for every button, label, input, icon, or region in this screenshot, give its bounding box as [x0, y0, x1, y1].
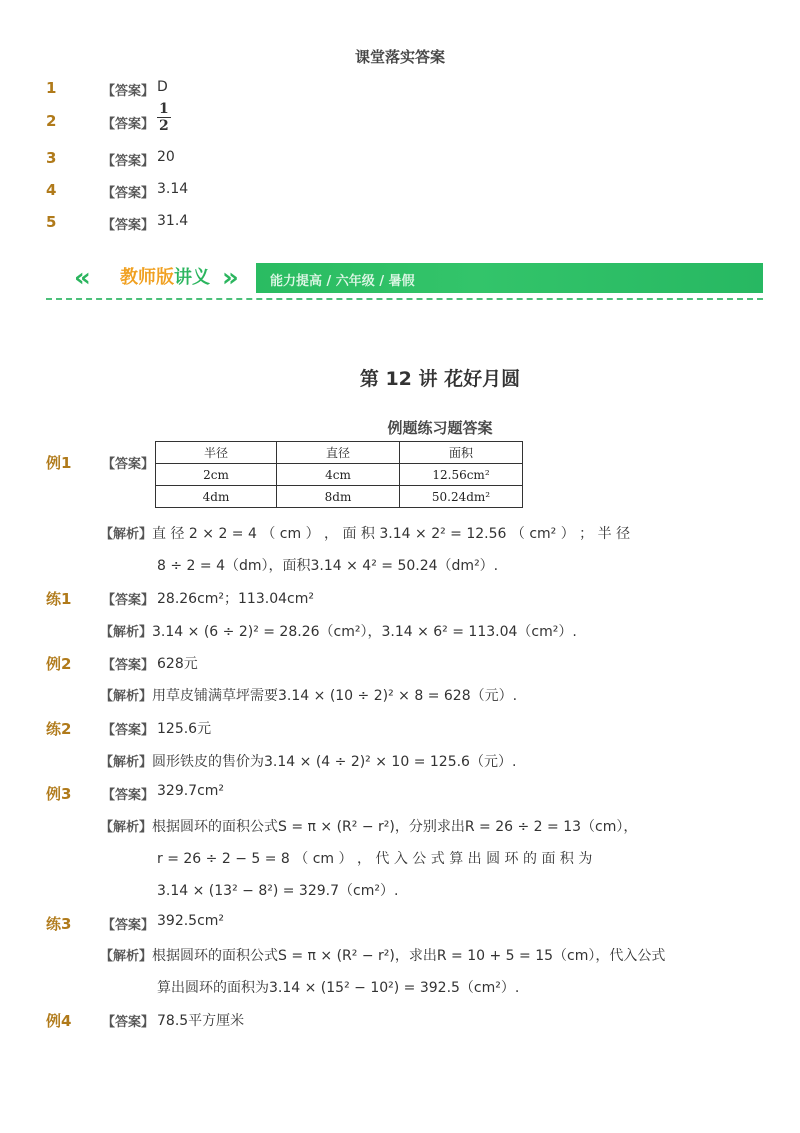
section-title: 课堂落实答案 — [354, 48, 445, 66]
answer-number: 5 — [46, 213, 57, 231]
table-header: 半径 — [156, 442, 277, 464]
explanation-label: 【解析】 — [100, 689, 153, 704]
table-cell: 12.56cm² — [400, 464, 523, 486]
fraction-numerator: 1 — [159, 101, 169, 117]
answer-fraction — [157, 101, 171, 134]
fraction-denominator: 2 — [159, 118, 169, 134]
table-row — [156, 486, 523, 508]
answer-label: 【答案】 — [102, 457, 155, 472]
answer-value: 78.5平方厘米 — [157, 1013, 245, 1029]
example-number: 例2 — [46, 655, 72, 673]
explanation — [100, 621, 577, 641]
answer-label: 【答案】 — [102, 593, 155, 608]
explanation-label: 【解析】 — [100, 625, 153, 640]
example-number: 例3 — [46, 785, 72, 803]
table-cell: 2cm — [156, 464, 277, 486]
double-chevron-right-icon: » — [222, 263, 239, 293]
answer-label: 【答案】 — [102, 84, 155, 99]
breadcrumb: 能力提高 / 六年级 / 暑假 — [270, 274, 415, 289]
answer-label: 【答案】 — [102, 788, 155, 803]
explanation-label: 【解析】 — [100, 527, 153, 542]
answer-label: 【答案】 — [102, 186, 155, 201]
answer-value: 329.7cm² — [157, 783, 225, 799]
answer-label: 【答案】 — [102, 658, 155, 673]
answer-value: 392.5cm² — [157, 913, 225, 929]
answer-label: 【答案】 — [102, 218, 155, 233]
radius-diameter-area-table — [155, 441, 523, 508]
answer-number: 3 — [46, 149, 57, 167]
explanation-line: 3.14 × (6 ÷ 2)² = 28.26（cm²），3.14 × 6² = 113.04（cm²）. — [152, 624, 577, 640]
explanation-line: 3.14 × (13² − 8²) = 329.7（cm²）. — [157, 883, 399, 899]
explanation-line: r = 26 ÷ 2 − 5 = 8 （ cm ） ， 代 入 公 式 算 出 圆 环 的 面 积 为 — [157, 851, 593, 867]
explanation — [100, 816, 637, 836]
explanation-line: 算出圆环的面积为3.14 × (15² − 10²) = 392.5（cm²）. — [157, 980, 520, 996]
explanation-line: 8 ÷ 2 = 4（dm），面积3.14 × 4² = 50.24（dm²）. — [157, 558, 499, 574]
answer-value: 28.26cm²；113.04cm² — [157, 591, 314, 607]
explanation — [100, 945, 665, 965]
explanation — [100, 751, 516, 771]
table-cell: 50.24dm² — [400, 486, 523, 508]
explanation-label: 【解析】 — [100, 755, 153, 770]
double-chevron-left-icon: « — [74, 263, 91, 293]
answer-label: 【答案】 — [102, 154, 155, 169]
answer-value: 3.14 — [157, 181, 189, 197]
explanation-line: 根据圆环的面积公式S = π × (R² − r²)，求出R = 10 + 5 = 15（cm），代入公式 — [152, 948, 666, 964]
teacher-edition-banner — [46, 263, 763, 293]
banner-title: 教师版讲义 — [120, 267, 210, 288]
explanation — [100, 685, 517, 705]
answer-label: 【答案】 — [102, 1015, 155, 1030]
dashed-divider — [46, 298, 763, 300]
example-number: 例4 — [46, 1012, 72, 1030]
answer-label: 【答案】 — [102, 723, 155, 738]
table-header: 直径 — [277, 442, 400, 464]
example-number: 例1 — [46, 454, 72, 472]
table-row — [156, 464, 523, 486]
answer-label: 【答案】 — [102, 117, 155, 132]
answer-value: 628元 — [157, 656, 198, 672]
answer-value: 20 — [157, 149, 175, 165]
practice-number: 练1 — [46, 590, 72, 608]
explanation-line: 根据圆环的面积公式S = π × (R² − r²)，分别求出R = 26 ÷ 2 = 13（cm）， — [152, 819, 638, 835]
explanation — [100, 523, 630, 543]
table-cell: 4cm — [277, 464, 400, 486]
explanation-line: 圆形铁皮的售价为3.14 × (4 ÷ 2)² × 10 = 125.6（元）. — [152, 754, 517, 770]
lesson-title: 第 12 讲 花好月圆 — [359, 368, 521, 390]
practice-number: 练2 — [46, 720, 72, 738]
answer-number: 4 — [46, 181, 57, 199]
table-cell: 4dm — [156, 486, 277, 508]
answer-number: 1 — [46, 79, 57, 97]
explanation-line: 直 径 2 × 2 = 4 （ cm ） ， 面 积 3.14 × 2² = 12.56 （ cm² ） ； 半 径 — [152, 526, 631, 542]
explanation-line: 用草皮铺满草坪需要3.14 × (10 ÷ 2)² × 8 = 628（元）. — [152, 688, 518, 704]
table-cell: 8dm — [277, 486, 400, 508]
explanation-label: 【解析】 — [100, 820, 153, 835]
answer-value: D — [157, 79, 168, 95]
practice-number: 练3 — [46, 915, 72, 933]
answer-value: 125.6元 — [157, 721, 212, 737]
answer-number: 2 — [46, 112, 57, 130]
answer-value: 31.4 — [157, 213, 189, 229]
explanation-label: 【解析】 — [100, 949, 153, 964]
lesson-subtitle: 例题练习题答案 — [387, 419, 493, 437]
answer-label: 【答案】 — [102, 918, 155, 933]
table-header: 面积 — [400, 442, 523, 464]
